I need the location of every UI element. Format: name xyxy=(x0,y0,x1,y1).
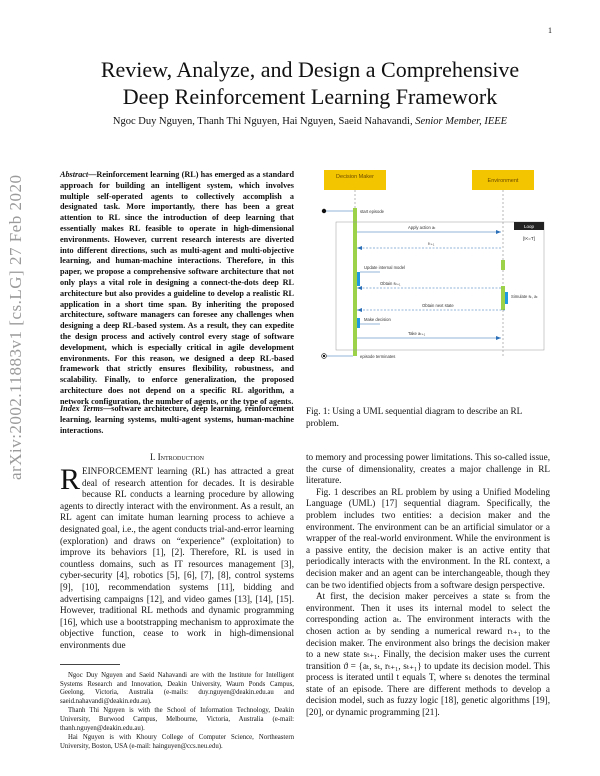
page-number: 1 xyxy=(548,26,552,35)
activation-environment-2 xyxy=(501,286,505,310)
activation-make-decision xyxy=(357,318,360,328)
intro-paragraph xyxy=(60,463,294,652)
index-terms-lead: Index Terms xyxy=(60,404,104,413)
end-node-dot xyxy=(323,355,325,357)
intro-body: EINFORCEMENT learning (RL) has attracted a great deal of research attention for decades. It is desirable because RL conducts a learning procedure by allowing agents to directly interact with the environment. As a result, an RL agent can imitate human learning process to achieve a designated goal, i.e., the agent conducts trial-and-error learning (exploration) and draws on “experience” (exploitation) to improve its behaviors [1], [2]. Therefore, RL is used in countless domains, such as IT resources management [3], cyber-security [4], robotics [5], [6], [7], [8], control systems [9], [10], recommendation systems [11], bidding and advertising campaigns [12], and video games [13], [14], [15]. However, traditional RL methods and dynamic programming [16], which use a bootstrapping mechanism to approximate the objective function, cease to work in high-dimensional environments due xyxy=(60,466,294,650)
message-take-action-label: Take aₜ₊₁ xyxy=(408,331,426,336)
message-update-model-label: Update internal model xyxy=(364,265,405,270)
activation-simulate xyxy=(505,292,508,304)
paper-title xyxy=(40,56,580,110)
title-line-2: Deep Reinforcement Learning Framework xyxy=(122,84,498,109)
footnote-divider xyxy=(60,664,120,665)
index-terms-body: —software architecture, deep learning, reinforcement learning, learning systems, multi-agent systems, human-machine interactions. xyxy=(60,404,295,435)
footnotes xyxy=(60,672,294,752)
arxiv-stamp: arXiv:2002.11883v1 [cs.LG] 27 Feb 2020 xyxy=(6,174,25,480)
loop-frame xyxy=(336,222,544,350)
paragraph-uml-description: Fig. 1 describes an RL problem by using a Unified Modeling Language (UML) [17] sequential diagram. Specifically, the problem includes two entities: a decision maker and the environment. The environment can be an artificial simulator or a wrapper of the real-world environment. While the environment is a passive entity, the decision maker is an active entity that periodically interacts with the environment. In the RL context, a decision maker and an agent can be interchangeable, though they can be two identified objects from a software design perspective. xyxy=(306,486,550,590)
start-label: start episode xyxy=(360,209,384,214)
footnote-affiliation-2: Thanh Thi Nguyen is with the School of Information Technology, Deakin University, Burwood Campus, Melbourne, Victoria, Australia (e-mail: thanh.nguyen@deakin.edu.au). xyxy=(60,707,294,732)
index-terms xyxy=(60,404,294,436)
arrowhead-take-action xyxy=(496,336,501,340)
lane-header-decision-maker xyxy=(324,170,386,190)
drop-cap: R xyxy=(60,463,81,496)
uml-diagram xyxy=(310,168,548,364)
abstract-body: —Reinforcement learning (RL) has emerged as a standard approach for building an intelligent system, which involves multiple self-operated agents to collectively accomplish a designated task. More importantly, there has been a great attention to RL since the introduction of deep learning that essentially makes RL feasible to operate in high-dimensional environments. However, current research interests are diverted into different directions, such as multi-agent and multi-objective learning, and human-machine interactions. Therefore, in this paper, we propose a comprehensive software architecture that not only plays a vital role in designing a connect-the-dots deep RL architecture but also provides a guideline to develop a realistic RL application in a short time span. By inheriting the proposed architecture, software managers can foresee any challenges when designing a deep RL-based system. As a result, they can expedite the design process and actively control every stage of software development, which is especially critical in agile development environments. For this reason, we designed a deep RL-based framework that strictly ensures flexibility, robustness, and scalability. Finally, to enforce generalization, the proposed architecture does not depend on a specific RL algorithm, a network configuration, the number of agents, or the type of agents. xyxy=(60,170,294,406)
side-label-simulate: Simulate sₜ, aₜ xyxy=(511,294,538,299)
activation-environment-1 xyxy=(501,260,505,270)
author-list xyxy=(40,116,580,127)
message-make-decision-label: Make decision xyxy=(364,317,391,322)
abstract xyxy=(60,170,294,408)
lane-label-decision-maker: Decision Maker xyxy=(336,174,374,180)
message-reward-label: rₜ₊₁ xyxy=(428,241,435,246)
end-label: episode terminates xyxy=(360,354,396,359)
lane-label-environment: Environment xyxy=(487,178,519,184)
arrowhead-next-state xyxy=(357,308,362,312)
arrowhead-apply-action xyxy=(496,230,501,234)
loop-condition: [t<=T] xyxy=(523,236,535,241)
uml-sequence-figure xyxy=(310,168,548,364)
paragraph-decision-process: At first, the decision maker perceives a state sₜ from the environment. Then it uses its internal model to select the corresponding action aₜ. The environment interacts with the chosen action aₜ by sending a numerical reward rₜ₊₁ to the decision maker. The environment also brings the decision maker to a new state sₜ₊₁. Finally, the decision maker uses the current transition ϑ = {aₜ, sₜ, rₜ₊₁, sₜ₊₁} to update its decision model. This process is iterated until t equals T, where sₜ denotes the terminal state of an episode. There are different methods to develop a decision model, such as fuzzy logic [18], genetic algorithms [19], [20], or dynamic programming [21]. xyxy=(306,591,550,718)
message-next-state-label: Obtain next state xyxy=(422,303,454,308)
activation-update-model xyxy=(357,272,360,286)
activation-decision-maker xyxy=(353,208,357,356)
paragraph-curse-of-dimensionality: to memory and processing power limitations. This so-called issue, the curse of dimensionality, creates a major challenge in RL literature. xyxy=(306,452,550,486)
figure-caption: Fig. 1: Using a UML sequential diagram to describe an RL problem. xyxy=(306,406,522,428)
arrowhead-obtain-state xyxy=(357,286,362,290)
right-column-text xyxy=(306,452,550,719)
footnote-affiliation-1: Ngoc Duy Nguyen and Saeid Nahavandi are with the Institute for Intelligent Systems Research and Innovation, Deakin University, Waurn Ponds Campus, Geelong, Victoria, Australia (e-mails: duy.nguyen@deakin.edu.au and saeid.nahavandi@deakin.edu.au). xyxy=(60,672,294,705)
start-node xyxy=(322,209,326,213)
author-names: Ngoc Duy Nguyen, Thanh Thi Nguyen, Hai Nguyen, Saeid Nahavandi, xyxy=(112,116,413,127)
arrowhead-reward xyxy=(357,246,362,250)
title-line-1: Review, Analyze, and Design a Comprehensive xyxy=(100,57,520,82)
abstract-lead: Abstract xyxy=(60,170,89,179)
author-membership: Senior Member, IEEE xyxy=(415,116,508,127)
section-heading: I. Introduction xyxy=(149,452,205,462)
loop-title: Loop xyxy=(523,224,535,229)
message-obtain-state-label: Obtain sₜ₊₁ xyxy=(380,281,401,286)
footnote-affiliation-3: Hai Nguyen is with Khoury College of Computer Science, Northeastern University, Boston, USA (e-mail: hainguyen@ccs.neu.edu). xyxy=(60,734,294,750)
message-apply-action-label: Apply action aₜ xyxy=(408,225,436,230)
